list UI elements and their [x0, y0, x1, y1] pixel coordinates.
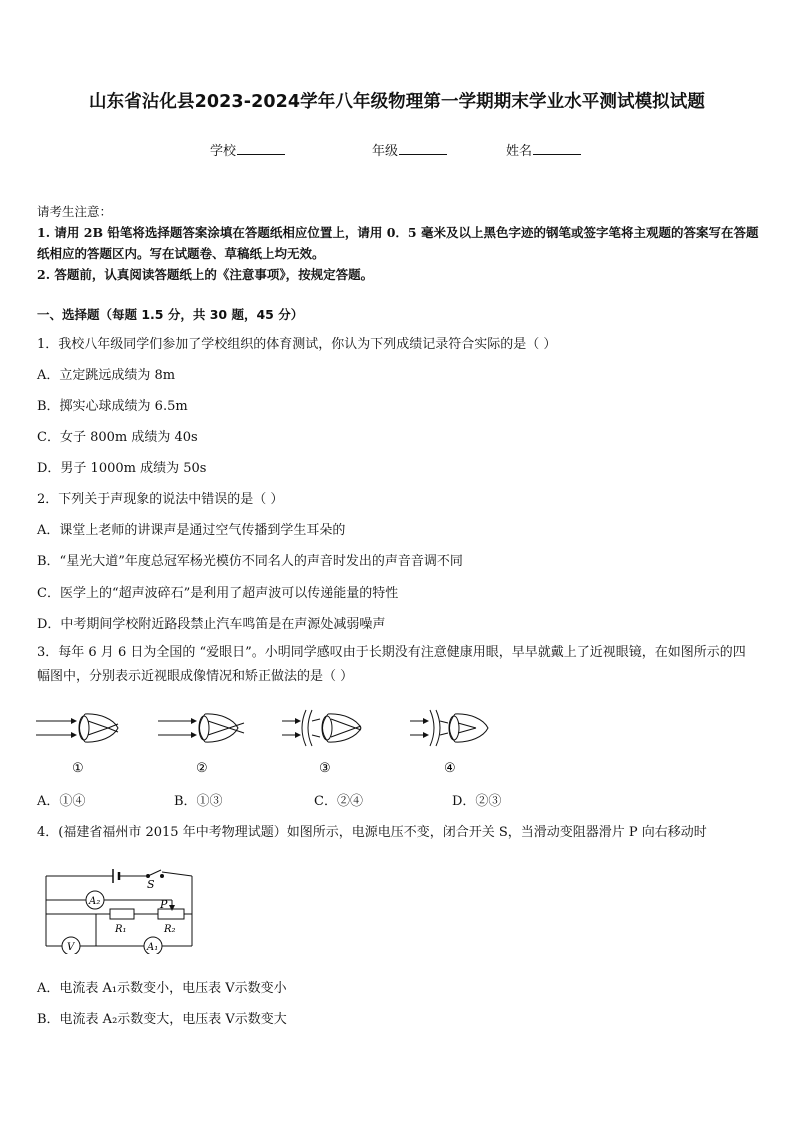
grade-label: 年级: [372, 144, 399, 159]
notes-heading: 请考生注意：: [37, 204, 113, 219]
switch-label: S: [147, 878, 155, 891]
circuit-diagram: [40, 862, 210, 954]
q4-option-a[interactable]: A．电流表 A₁示数变小，电压表 V示数变小: [37, 981, 287, 996]
q2-stem: 2．下列关于声现象的说法中错误的是（ ）: [37, 492, 284, 507]
section-heading: 一、选择题（每题 1.5 分，共 30 题，45 分）: [37, 307, 304, 322]
q2-option-b[interactable]: B．“星光大道”年度总冠军杨光模仿不同名人的声音时发出的声音音调不同: [37, 554, 463, 569]
eye-diagram-3: [282, 710, 361, 746]
q3-option-a[interactable]: A．①④: [37, 794, 86, 809]
a2-label: A₂: [89, 896, 101, 907]
eye-label-2: ②: [196, 761, 208, 776]
school-label: 学校: [210, 144, 237, 159]
q3-option-d[interactable]: D．②③: [452, 794, 502, 809]
name-blank[interactable]: [533, 143, 581, 155]
name-field[interactable]: [506, 140, 581, 159]
notes-item-2: 2. 答题前，认真阅读答题纸上的《注意事项》，按规定答题。: [37, 267, 374, 282]
q1-option-c[interactable]: C．女子 800m 成绩为 40s: [37, 430, 198, 445]
eye-diagram-2: [158, 714, 244, 742]
q1-stem: 1．我校八年级同学们参加了学校组织的体育测试，你认为下列成绩记录符合实际的是（ ）: [37, 337, 557, 352]
grade-blank[interactable]: [399, 143, 447, 155]
eye-label-3: ③: [319, 761, 331, 776]
q4-stem: 4．(福建省福州市 2015 年中考物理试题）如图所示，电源电压不变，闭合开关 S，当滑动变阻器滑片 P 向右移动时: [37, 825, 707, 840]
grade-field[interactable]: [372, 140, 447, 159]
name-label: 姓名: [506, 144, 533, 159]
notes-item-1: 1. 请用 2B 铅笔将选择题答案涂填在答题纸相应位置上，请用 0．5 毫米及以上黑色字迹的钢笔或签字笔将主观题的答案写在答题纸相应的答题区内。写在试题卷、草稿纸上均无效。: [37, 225, 759, 261]
school-blank[interactable]: [237, 143, 285, 155]
q2-option-a[interactable]: A．课堂上老师的讲课声是通过空气传播到学生耳朵的: [37, 523, 346, 538]
exam-title: 山东省沾化县2023-2024学年八年级物理第一学期期末学业水平测试模拟试题: [89, 92, 705, 112]
q1-option-a[interactable]: A．立定跳远成绩为 8m: [37, 368, 176, 383]
q1-option-b[interactable]: B．掷实心球成绩为 6.5m: [37, 399, 188, 414]
a1-label: A₁: [147, 942, 159, 953]
q1-option-d[interactable]: D．男子 1000m 成绩为 50s: [37, 461, 207, 476]
eye-diagram-1: [36, 714, 118, 742]
q3-stem: 3．每年 6 月 6 日为全国的 “爱眼日”。小明同学感叹由于长期没有注意健康用眼，早早就戴上了近视眼镜，在如图所示的四幅图中，分别表示近视眼成像情况和矫正做法的是（ ）: [37, 645, 746, 684]
q2-option-d[interactable]: D．中考期间学校附近路段禁止汽车鸣笛是在声源处减弱噪声: [37, 617, 386, 632]
slider-label: P: [160, 898, 168, 911]
eye-diagrams: [30, 706, 500, 782]
q2-option-c[interactable]: C．医学上的“超声波碎石”是利用了超声波可以传递能量的特性: [37, 586, 399, 601]
v-label: V: [67, 942, 75, 953]
r2-label: R₂: [164, 924, 176, 935]
exam-notes: [37, 201, 762, 285]
q3-option-b[interactable]: B．①③: [174, 794, 223, 809]
q4-option-b[interactable]: B．电流表 A₂示数变大，电压表 V示数变大: [37, 1012, 287, 1027]
r1-label: R₁: [115, 924, 127, 935]
eye-label-1: ①: [72, 761, 84, 776]
eye-diagram-4: [410, 710, 488, 746]
q3-option-c[interactable]: C．②④: [314, 794, 363, 809]
eye-label-4: ④: [444, 761, 456, 776]
school-field[interactable]: [210, 140, 285, 159]
